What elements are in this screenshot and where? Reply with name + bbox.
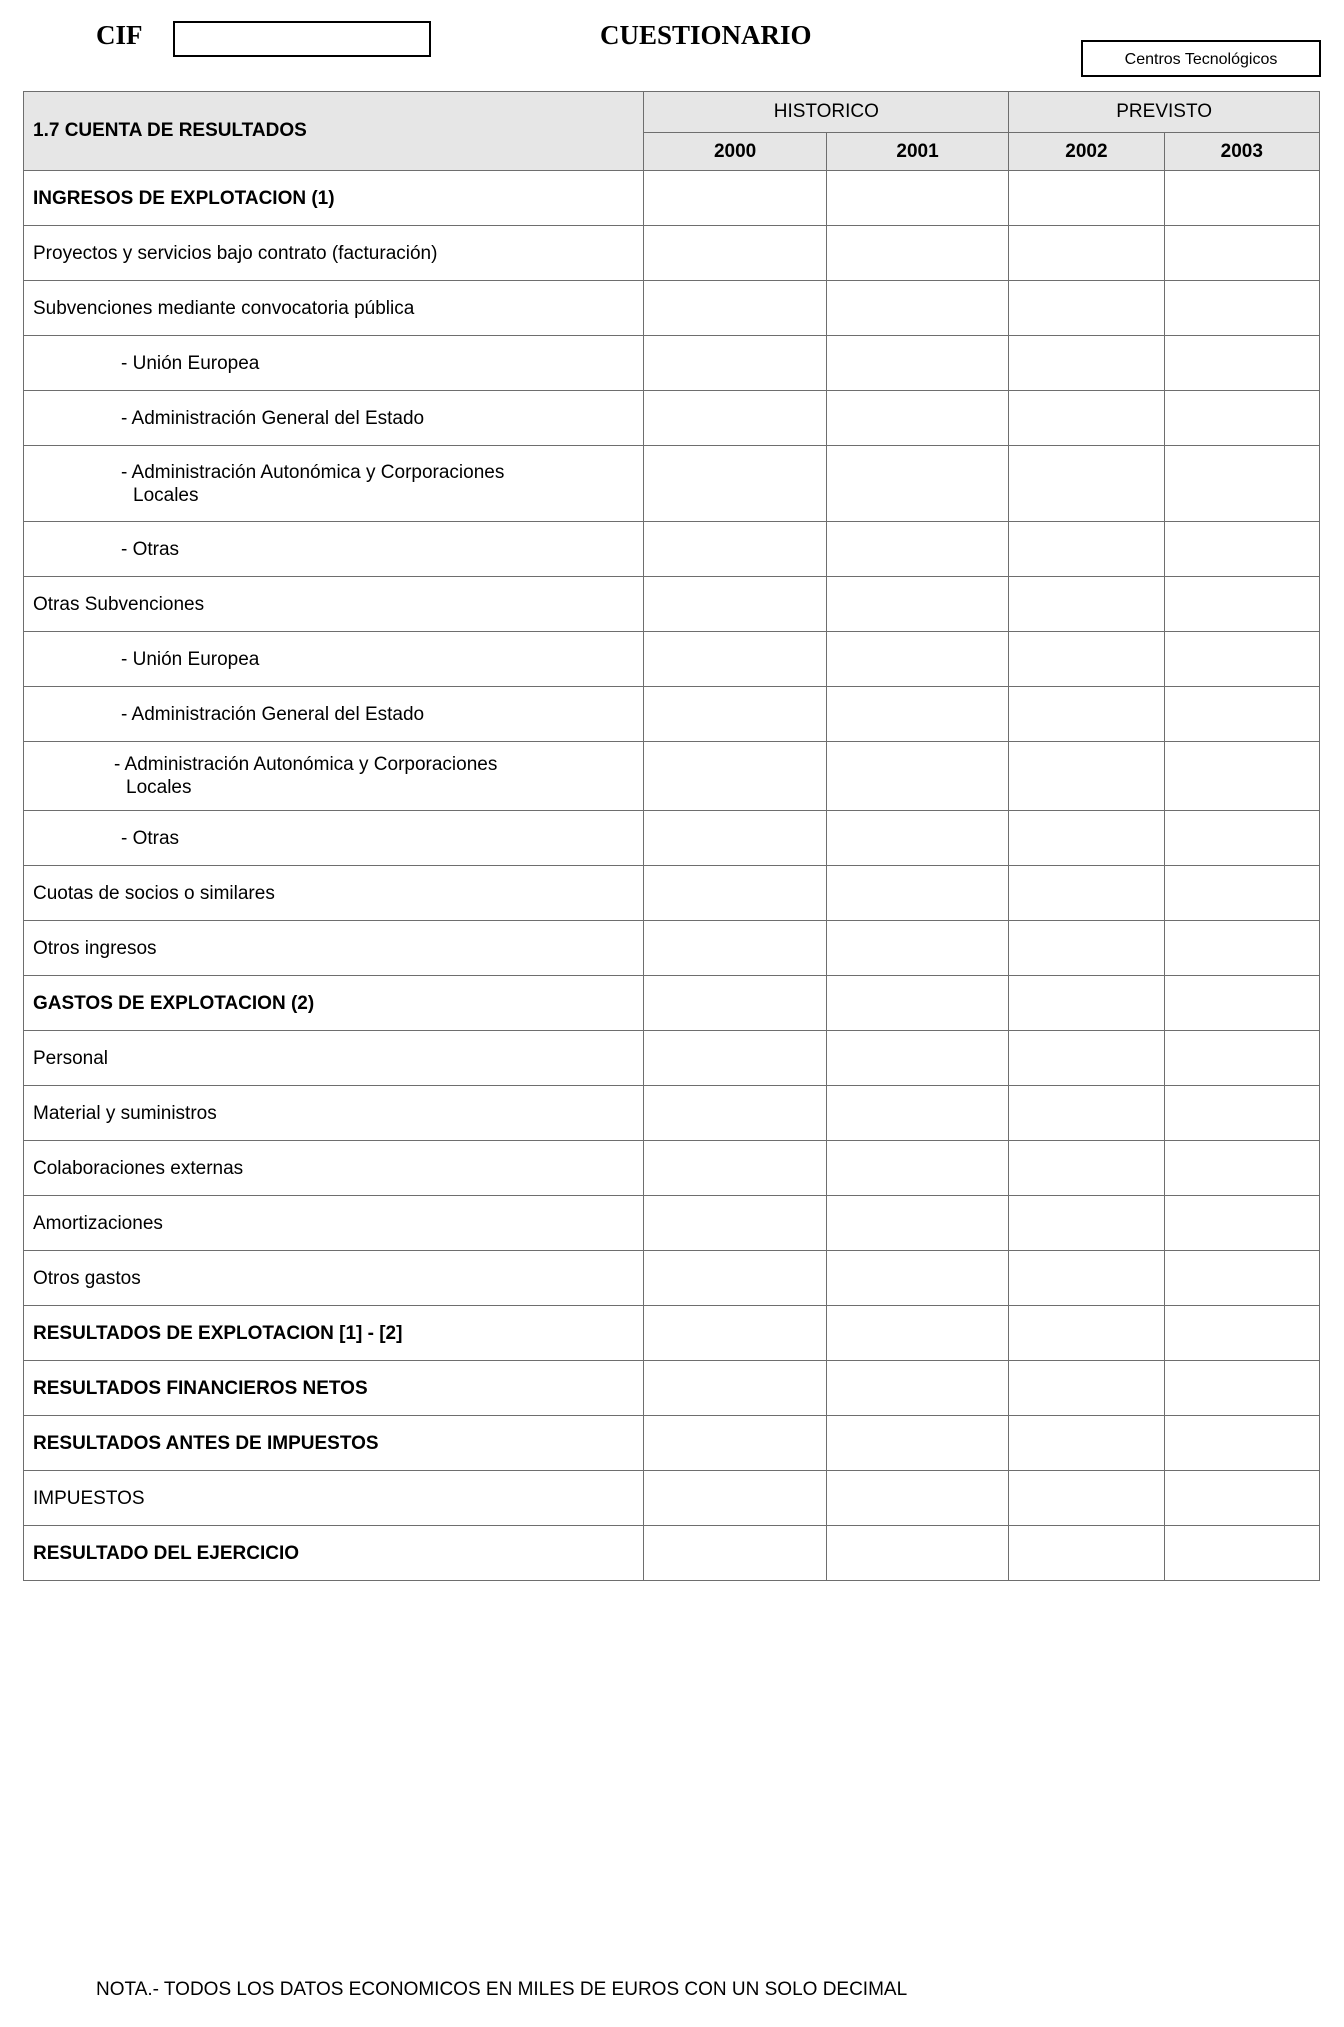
- input-cell[interactable]: [826, 1031, 1008, 1086]
- input-cell[interactable]: [826, 687, 1008, 742]
- input-cell[interactable]: [1164, 1031, 1319, 1086]
- row-label: Amortizaciones: [24, 1196, 644, 1251]
- organization-label: Centros Tecnológicos: [1081, 40, 1321, 77]
- input-cell[interactable]: [1009, 1196, 1164, 1251]
- input-cell[interactable]: [826, 577, 1008, 632]
- row-label: RESULTADO DEL EJERCICIO: [24, 1526, 644, 1581]
- input-cell[interactable]: [1009, 1416, 1164, 1471]
- input-cell[interactable]: [644, 1031, 826, 1086]
- row-label: Personal: [24, 1031, 644, 1086]
- row-label: RESULTADOS DE EXPLOTACION [1] - [2]: [24, 1306, 644, 1361]
- input-cell[interactable]: [826, 1086, 1008, 1141]
- table-row: [24, 811, 1320, 866]
- input-cell[interactable]: [826, 391, 1008, 446]
- input-cell[interactable]: [1164, 1086, 1319, 1141]
- input-cell[interactable]: [644, 226, 826, 281]
- table-row: [24, 336, 1320, 391]
- input-cell[interactable]: [1009, 1471, 1164, 1526]
- input-cell[interactable]: [1164, 632, 1319, 687]
- input-cell[interactable]: [644, 446, 826, 522]
- input-cell[interactable]: [1009, 921, 1164, 976]
- row-label: RESULTADOS FINANCIEROS NETOS: [24, 1361, 644, 1416]
- input-cell[interactable]: [644, 921, 826, 976]
- input-cell[interactable]: [1164, 1196, 1319, 1251]
- results-table: [23, 91, 1320, 1581]
- row-label: Cuotas de socios o similares: [24, 866, 644, 921]
- table-row: [24, 577, 1320, 632]
- input-cell[interactable]: [826, 336, 1008, 391]
- input-cell[interactable]: [1164, 921, 1319, 976]
- row-label: - Otras: [24, 522, 644, 577]
- section-title: 1.7 CUENTA DE RESULTADOS: [24, 92, 644, 171]
- input-cell[interactable]: [1009, 1141, 1164, 1196]
- input-cell[interactable]: [1164, 866, 1319, 921]
- input-cell[interactable]: [1009, 811, 1164, 866]
- input-cell[interactable]: [644, 1471, 826, 1526]
- input-cell[interactable]: [1164, 1471, 1319, 1526]
- input-cell[interactable]: [1164, 577, 1319, 632]
- row-label: - Unión Europea: [24, 336, 644, 391]
- input-cell[interactable]: [1164, 1141, 1319, 1196]
- input-cell[interactable]: [826, 1471, 1008, 1526]
- table-row: [24, 1141, 1320, 1196]
- input-cell[interactable]: [644, 522, 826, 577]
- input-cell[interactable]: [1164, 171, 1319, 226]
- input-cell[interactable]: [1009, 446, 1164, 522]
- document-title: CUESTIONARIO: [600, 20, 812, 50]
- row-label: Otros gastos: [24, 1251, 644, 1306]
- row-label: INGRESOS DE EXPLOTACION (1): [24, 171, 644, 226]
- row-label: RESULTADOS ANTES DE IMPUESTOS: [24, 1416, 644, 1471]
- input-cell[interactable]: [826, 1196, 1008, 1251]
- input-cell[interactable]: [826, 226, 1008, 281]
- table-row: [24, 1526, 1320, 1581]
- input-cell[interactable]: [1009, 632, 1164, 687]
- row-label: Colaboraciones externas: [24, 1141, 644, 1196]
- input-cell[interactable]: [1009, 1251, 1164, 1306]
- table-row: [24, 1086, 1320, 1141]
- row-label: - Otras: [24, 811, 644, 866]
- input-cell[interactable]: [1164, 1306, 1319, 1361]
- input-cell[interactable]: [826, 281, 1008, 336]
- input-cell[interactable]: [644, 1526, 826, 1581]
- input-cell[interactable]: [1164, 1416, 1319, 1471]
- input-cell[interactable]: [1164, 1251, 1319, 1306]
- table-row: [24, 171, 1320, 226]
- input-cell[interactable]: [1164, 1526, 1319, 1581]
- input-cell[interactable]: [826, 632, 1008, 687]
- row-label: [24, 742, 644, 811]
- input-cell[interactable]: [1164, 742, 1319, 811]
- row-label: Subvenciones mediante convocatoria pública: [24, 281, 644, 336]
- input-cell[interactable]: [1009, 391, 1164, 446]
- input-cell[interactable]: [1009, 866, 1164, 921]
- footer-note: NOTA.- TODOS LOS DATOS ECONOMICOS EN MILES DE EUROS CON UN SOLO DECIMAL: [96, 1979, 908, 2000]
- table-row: [24, 1416, 1320, 1471]
- input-cell[interactable]: [826, 1526, 1008, 1581]
- input-cell[interactable]: [826, 1361, 1008, 1416]
- table-row: [24, 1306, 1320, 1361]
- input-cell[interactable]: [644, 577, 826, 632]
- input-cell[interactable]: [1164, 811, 1319, 866]
- table-row: [24, 281, 1320, 336]
- table-row: [24, 1251, 1320, 1306]
- year-2003: 2003: [1164, 133, 1319, 171]
- input-cell[interactable]: [1009, 226, 1164, 281]
- input-cell[interactable]: [826, 171, 1008, 226]
- group-historico: HISTORICO: [644, 92, 1009, 133]
- input-cell[interactable]: [1164, 391, 1319, 446]
- input-cell[interactable]: [826, 446, 1008, 522]
- input-cell[interactable]: [644, 687, 826, 742]
- input-cell[interactable]: [644, 866, 826, 921]
- input-cell[interactable]: [826, 976, 1008, 1031]
- table-row: [24, 976, 1320, 1031]
- input-cell[interactable]: [1009, 171, 1164, 226]
- input-cell[interactable]: [644, 281, 826, 336]
- table-row: [24, 1471, 1320, 1526]
- table-row: [24, 226, 1320, 281]
- input-cell[interactable]: [644, 632, 826, 687]
- input-cell[interactable]: [1009, 336, 1164, 391]
- input-cell[interactable]: [1164, 1361, 1319, 1416]
- input-cell[interactable]: [644, 1306, 826, 1361]
- input-cell[interactable]: [644, 976, 826, 1031]
- input-cell[interactable]: [1009, 281, 1164, 336]
- input-cell[interactable]: [1009, 742, 1164, 811]
- input-cell[interactable]: [1164, 281, 1319, 336]
- input-cell[interactable]: [1009, 577, 1164, 632]
- input-cell[interactable]: [1164, 687, 1319, 742]
- row-label: [24, 446, 644, 522]
- row-label: - Unión Europea: [24, 632, 644, 687]
- input-cell[interactable]: [826, 921, 1008, 976]
- input-cell[interactable]: [826, 1416, 1008, 1471]
- input-cell[interactable]: [644, 1416, 826, 1471]
- row-label: GASTOS DE EXPLOTACION (2): [24, 976, 644, 1031]
- input-cell[interactable]: [644, 1196, 826, 1251]
- group-previsto: PREVISTO: [1009, 92, 1320, 133]
- input-cell[interactable]: [1009, 522, 1164, 577]
- table-row: [24, 687, 1320, 742]
- table-row: [24, 921, 1320, 976]
- year-2000: 2000: [644, 133, 826, 171]
- input-cell[interactable]: [644, 1086, 826, 1141]
- input-cell[interactable]: [1164, 522, 1319, 577]
- input-cell[interactable]: [1164, 976, 1319, 1031]
- input-cell[interactable]: [644, 1361, 826, 1416]
- input-cell[interactable]: [644, 742, 826, 811]
- input-cell[interactable]: [826, 1141, 1008, 1196]
- table-row: [24, 1031, 1320, 1086]
- table-row: [24, 1196, 1320, 1251]
- table-row: [24, 446, 1320, 522]
- input-cell[interactable]: [644, 1141, 826, 1196]
- row-label: Proyectos y servicios bajo contrato (facturación): [24, 226, 644, 281]
- row-label: Otras Subvenciones: [24, 577, 644, 632]
- input-cell[interactable]: [1164, 336, 1319, 391]
- year-2001: 2001: [826, 133, 1008, 171]
- row-label: - Administración General del Estado: [24, 687, 644, 742]
- cif-label: CIF: [96, 20, 143, 50]
- input-cell[interactable]: [1164, 446, 1319, 522]
- input-cell[interactable]: [1164, 226, 1319, 281]
- table-row: [24, 391, 1320, 446]
- input-cell[interactable]: [644, 171, 826, 226]
- row-label-continuation: Locales: [133, 484, 199, 506]
- input-cell[interactable]: [826, 811, 1008, 866]
- row-label: IMPUESTOS: [24, 1471, 644, 1526]
- cif-input[interactable]: [173, 21, 431, 57]
- input-cell[interactable]: [826, 742, 1008, 811]
- input-cell[interactable]: [826, 1306, 1008, 1361]
- table-row: [24, 866, 1320, 921]
- input-cell[interactable]: [1009, 1031, 1164, 1086]
- row-label-continuation: Locales: [126, 777, 192, 798]
- input-cell[interactable]: [826, 1251, 1008, 1306]
- table-row: [24, 522, 1320, 577]
- year-2002: 2002: [1009, 133, 1164, 171]
- input-cell[interactable]: [1009, 976, 1164, 1031]
- row-label: Otros ingresos: [24, 921, 644, 976]
- input-cell[interactable]: [1009, 1361, 1164, 1416]
- table-row: [24, 1361, 1320, 1416]
- input-cell[interactable]: [826, 866, 1008, 921]
- table-row: [24, 632, 1320, 687]
- row-label-line: - Administración Autonómica y Corporaciones: [114, 754, 498, 775]
- input-cell[interactable]: [826, 522, 1008, 577]
- input-cell[interactable]: [1009, 1526, 1164, 1581]
- input-cell[interactable]: [1009, 1086, 1164, 1141]
- input-cell[interactable]: [644, 811, 826, 866]
- row-label-line: - Administración Autonómica y Corporaciones: [121, 461, 505, 483]
- input-cell[interactable]: [644, 336, 826, 391]
- table-row: [24, 742, 1320, 811]
- row-label: Material y suministros: [24, 1086, 644, 1141]
- input-cell[interactable]: [1009, 687, 1164, 742]
- row-label: - Administración General del Estado: [24, 391, 644, 446]
- input-cell[interactable]: [1009, 1306, 1164, 1361]
- input-cell[interactable]: [644, 1251, 826, 1306]
- input-cell[interactable]: [644, 391, 826, 446]
